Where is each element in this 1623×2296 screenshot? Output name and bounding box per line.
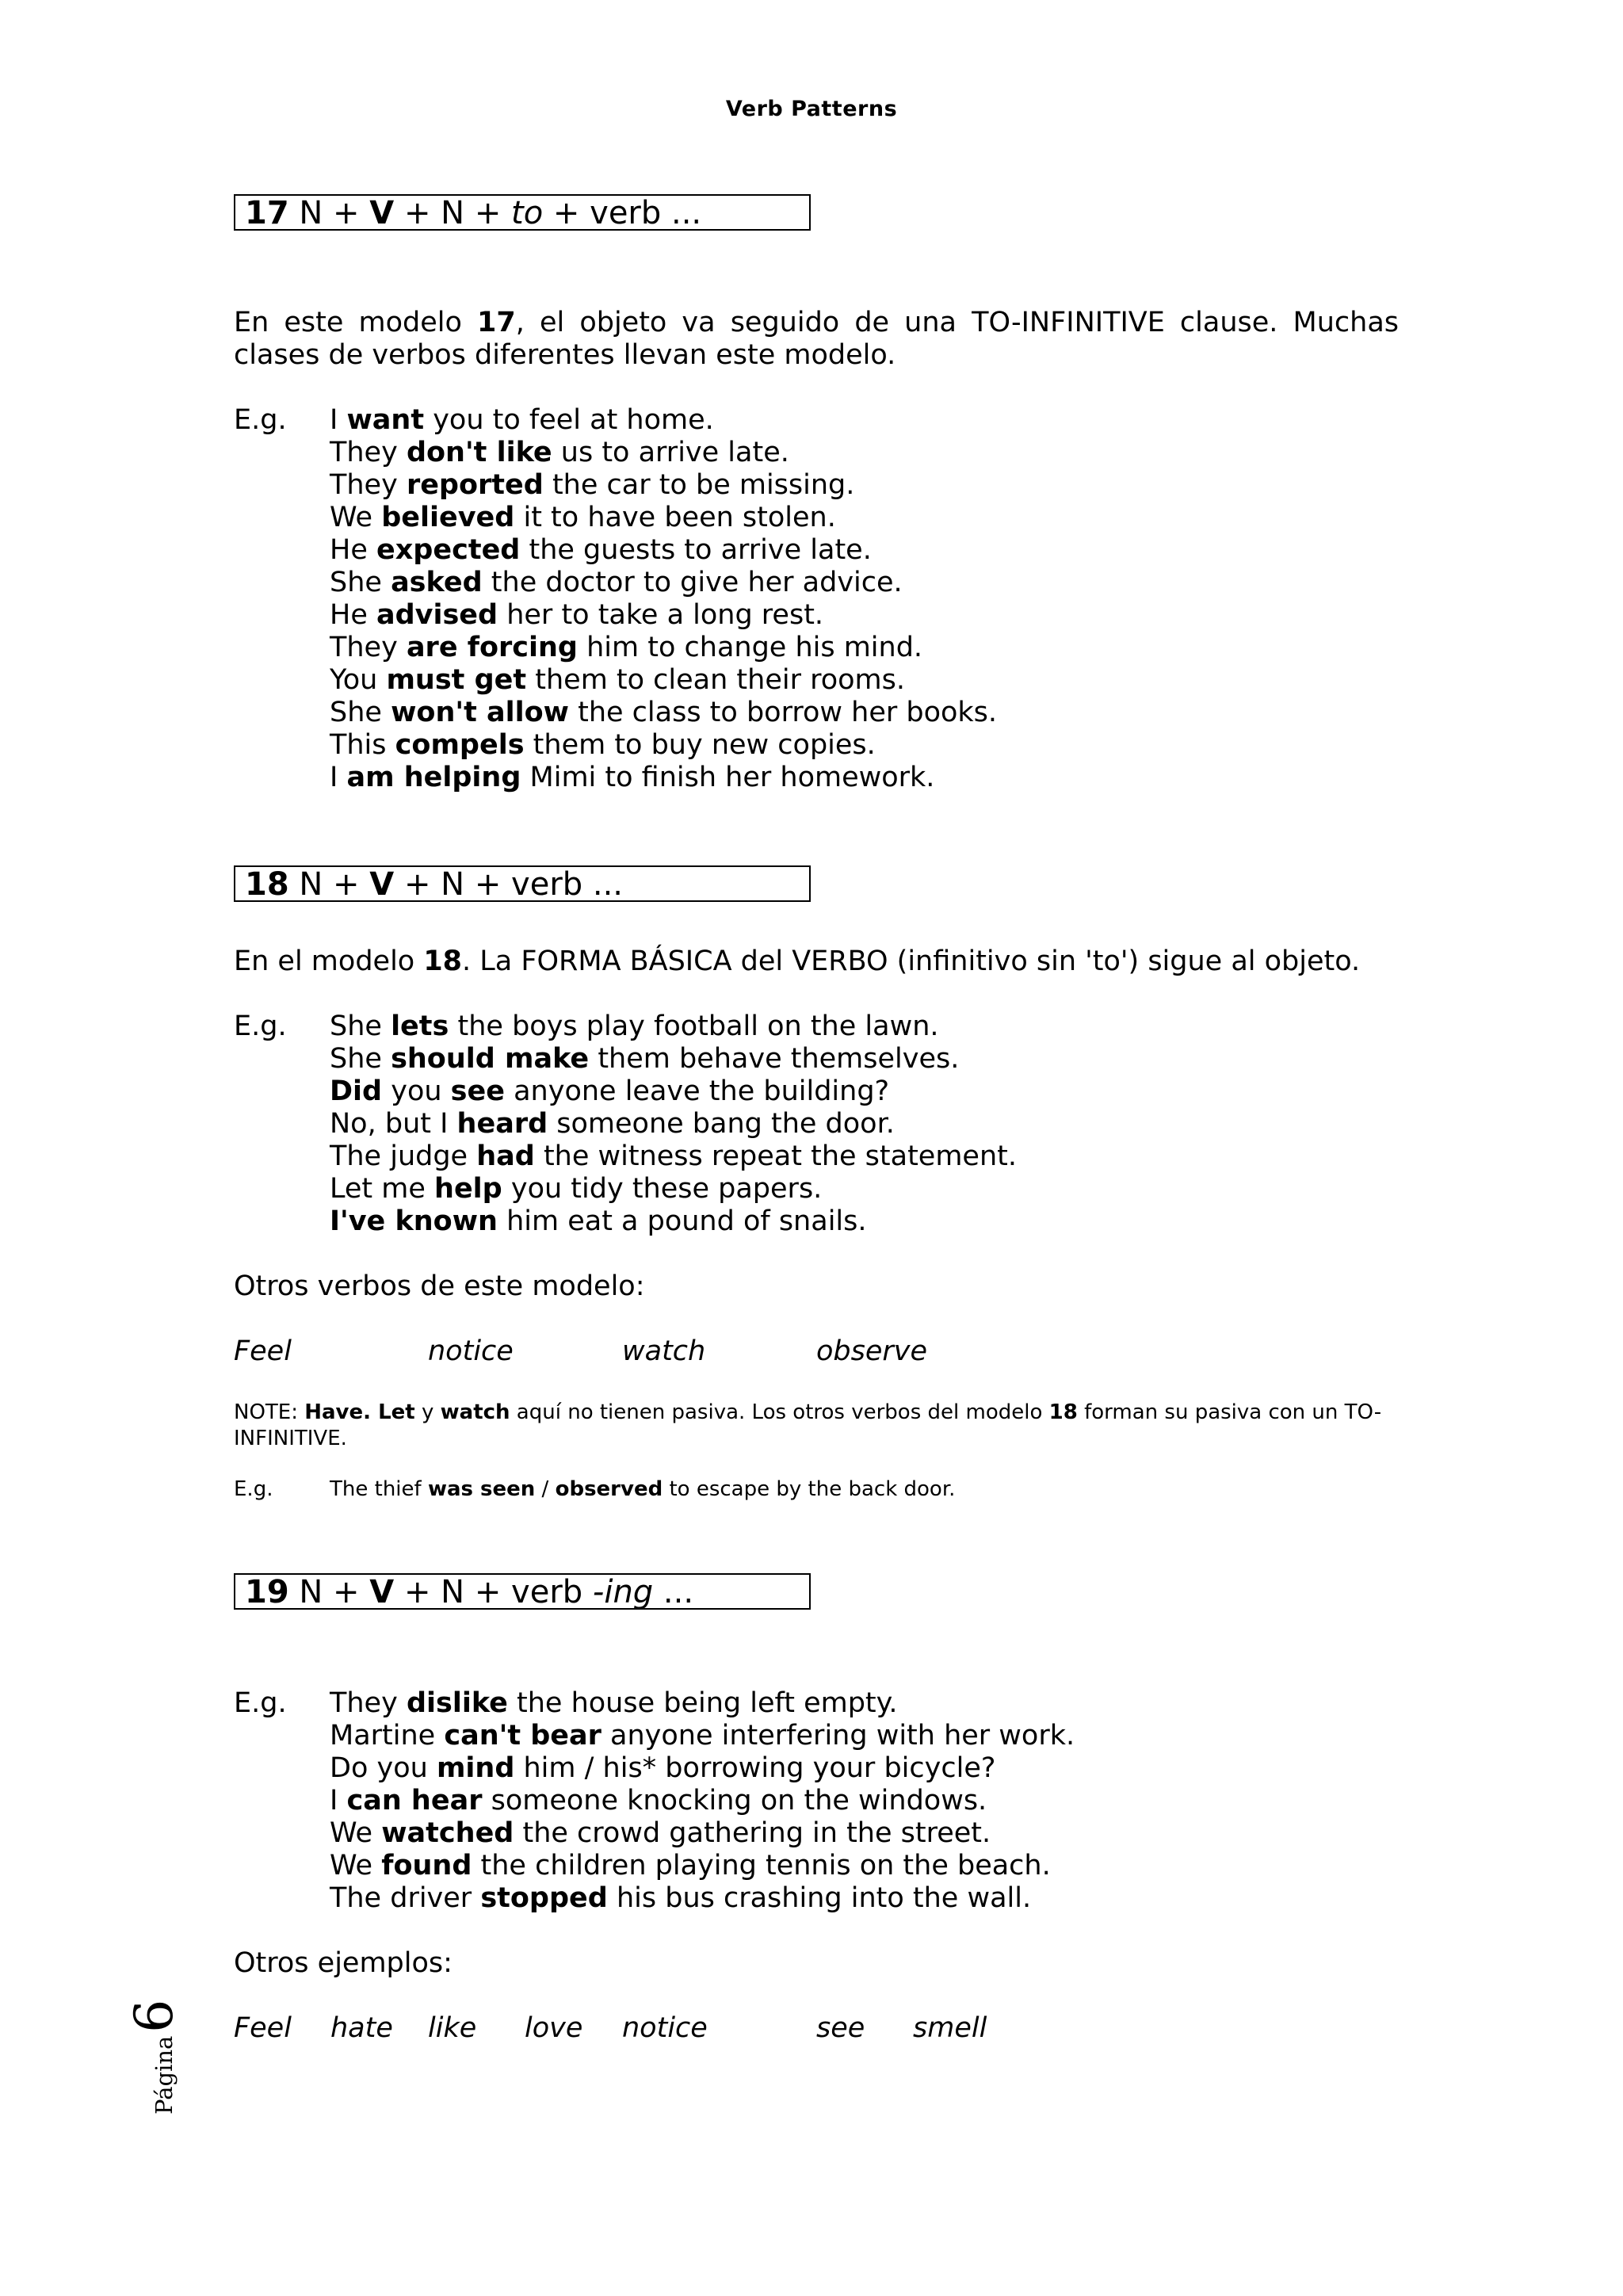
section-18-note: NOTE: Have. Let y watch aquí no tienen pasiva. Los otros verbos del modelo 18 forman su pasiva con un TO-INFINITIVE. bbox=[234, 1400, 1382, 1450]
example-line: They reported the car to be missing. bbox=[330, 469, 855, 501]
example-line: They dislike the house being left empty. bbox=[330, 1687, 898, 1719]
example-line: Martine can't bear anyone interfering with her work. bbox=[330, 1720, 1075, 1752]
verb-item: observe bbox=[816, 1335, 928, 1367]
verb-item: Feel bbox=[234, 2012, 292, 2044]
section-19-examples bbox=[330, 1687, 1075, 1915]
verb-item: like bbox=[428, 2012, 477, 2044]
example-line: We watched the crowd gathering in the street. bbox=[330, 1817, 991, 1849]
example-line: He expected the guests to arrive late. bbox=[330, 534, 872, 566]
example-line: I want you to feel at home. bbox=[330, 404, 714, 436]
section-18-title: 18 N + V + N + verb ... bbox=[234, 865, 811, 902]
section-18-small-eg-label: E.g. bbox=[234, 1477, 273, 1501]
example-line: I can hear someone knocking on the windows. bbox=[330, 1785, 987, 1817]
example-line: This compels them to buy new copies. bbox=[330, 729, 876, 761]
section-18-small-example: The thief was seen / observed to escape by the back door. bbox=[330, 1477, 956, 1501]
example-line: They don't like us to arrive late. bbox=[330, 437, 789, 468]
section-18-eg-label: E.g. bbox=[234, 1010, 287, 1042]
example-line: I am helping Mimi to finish her homework. bbox=[330, 762, 935, 793]
example-line: Let me help you tidy these papers. bbox=[330, 1173, 823, 1205]
example-line: He advised her to take a long rest. bbox=[330, 599, 824, 631]
example-line: Did you see anyone leave the building? bbox=[330, 1075, 890, 1107]
example-line: She asked the doctor to give her advice. bbox=[330, 567, 903, 598]
verb-item: hate bbox=[330, 2012, 393, 2044]
section-18-intro: En el modelo 18. La FORMA BÁSICA del VERBO (infinitivo sin 'to') sigue al objeto. bbox=[234, 946, 1361, 977]
verb-item: love bbox=[525, 2012, 583, 2044]
verb-item: notice bbox=[428, 1335, 514, 1367]
section-17-examples bbox=[330, 404, 997, 794]
section-18-others-label: Otros verbos de este modelo: bbox=[234, 1270, 645, 1302]
example-line: The judge had the witness repeat the statement. bbox=[330, 1140, 1017, 1172]
section-17-intro: En este modelo 17, el objeto va seguido de una TO-INFINITIVE clause. Muchas clases de verbos diferentes llevan este modelo. bbox=[234, 307, 1400, 371]
page-header: Verb Patterns bbox=[725, 97, 898, 121]
verb-item: notice bbox=[622, 2012, 708, 2044]
example-line: No, but I heard someone bang the door. bbox=[330, 1108, 895, 1140]
page-number-text: Página6 bbox=[124, 1999, 185, 2115]
example-line: I've known him eat a pound of snails. bbox=[330, 1205, 867, 1237]
example-line: The driver stopped his bus crashing into the wall. bbox=[330, 1882, 1032, 1914]
section-17-title: 17 N + V + N + to + verb ... bbox=[234, 194, 811, 231]
section-18-examples bbox=[330, 1010, 1017, 1238]
page-number bbox=[89, 1988, 185, 2115]
section-19-others-label: Otros ejemplos: bbox=[234, 1947, 453, 1979]
example-line: She won't allow the class to borrow her books. bbox=[330, 697, 998, 728]
section-17-eg-label: E.g. bbox=[234, 404, 287, 436]
example-line: We found the children playing tennis on the beach. bbox=[330, 1850, 1051, 1881]
example-line: We believed it to have been stolen. bbox=[330, 502, 836, 533]
example-line: She lets the boys play football on the lawn. bbox=[330, 1010, 939, 1042]
example-line: You must get them to clean their rooms. bbox=[330, 664, 906, 696]
section-19-eg-label: E.g. bbox=[234, 1687, 287, 1719]
verb-item: see bbox=[816, 2012, 865, 2044]
example-line: She should make them behave themselves. bbox=[330, 1043, 960, 1075]
section-19-title: 19 N + V + N + verb -ing ... bbox=[234, 1573, 811, 1610]
verb-item: smell bbox=[913, 2012, 987, 2044]
example-line: They are forcing him to change his mind. bbox=[330, 632, 923, 663]
verb-item: watch bbox=[622, 1335, 706, 1367]
example-line: Do you mind him / his* borrowing your bicycle? bbox=[330, 1752, 996, 1784]
verb-item: Feel bbox=[234, 1335, 292, 1367]
